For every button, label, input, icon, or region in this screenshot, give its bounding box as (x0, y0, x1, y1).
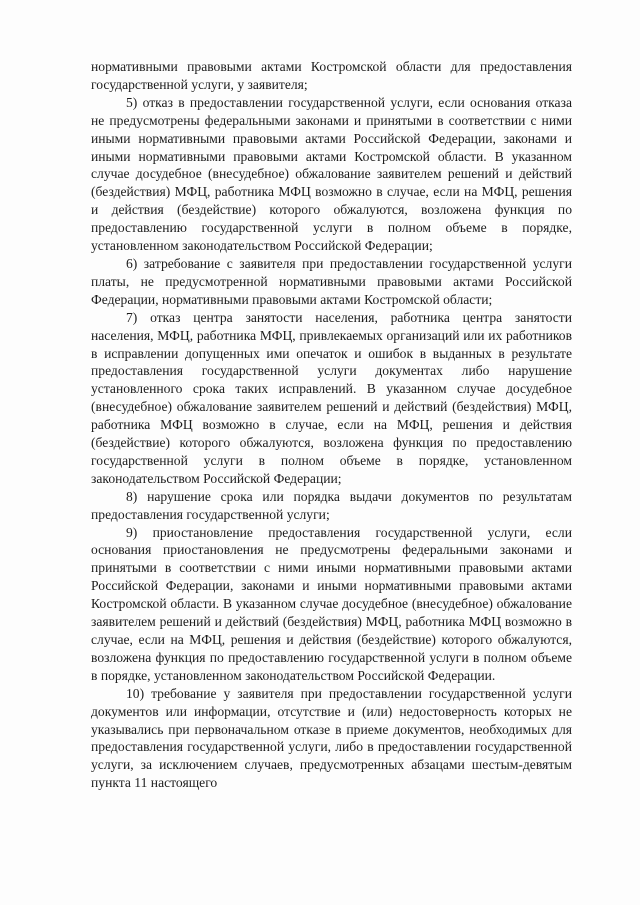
paragraph-item-7: 7) отказ центра занятости населения, работника центра занятости населения, МФЦ, работника МФЦ, привлекаемых организаций или их работников в исправлении допущенных ими опечаток и ошибок в выданных в результате предоставления государственной услуги документах либо нарушение установленного срока таких исправлений. В указанном случае досудебное (внесудебное) обжалование заявителем решений и действий (бездействия) МФЦ, работника МФЦ возможно в случае, если на МФЦ, решения и действия (бездействие) которого обжалуются, возложена функция по предоставлению государственной услуги в полном объеме в порядке, установленном законодательством Российской Федерации; (91, 309, 572, 486)
paragraph-item-10: 10) требование у заявителя при предоставлении государственной услуги документов или информации, отсутствие и (или) недостоверность которых не указывались при первоначальном отказе в приеме документов, необходимых для предоставления государственной услуги, либо в предоставлении государственной услуги, за исключением случаев, предусмотренных абзацами шестым-девятым пункта 11 настоящего (91, 685, 572, 791)
document-body (91, 58, 572, 792)
paragraph-item-9: 9) приостановление предоставления государственной услуги, если основания приостановления не предусмотрены федеральными законами и принятыми в соответствии с ними иными нормативными правовыми актами Российской Федерации, законами и иными нормативными правовыми актами Костромской области. В указанном случае досудебное (внесудебное) обжалование заявителем решений и действий (бездействия) МФЦ, работника МФЦ возможно в случае, если на МФЦ, решения и действия (бездействие) которого обжалуются, возложена функция по предоставлению государственной услуги в полном объеме в порядке, установленном законодательством Российской Федерации. (91, 524, 572, 683)
paragraph-item-8: 8) нарушение срока или порядка выдачи документов по результатам предоставления государственной услуги; (91, 488, 572, 522)
paragraph-item-5: 5) отказ в предоставлении государственной услуги, если основания отказа не предусмотрены федеральными законами и принятыми в соответствии с ними иными нормативными правовыми актами Российской Федерации, законами и иными нормативными правовыми актами Костромской области. В указанном случае досудебное (внесудебное) обжалование заявителем решений и действий (бездействия) МФЦ, работника МФЦ возможно в случае, если на МФЦ, решения и действия (бездействие) которого обжалуются, возложена функция по предоставлению государственной услуги в полном объеме в порядке, установленном законодательством Российской Федерации; (91, 94, 572, 254)
paragraph-continuation: нормативными правовыми актами Костромской области для предоставления государственной услуги, у заявителя; (91, 59, 572, 92)
paragraph-item-6: 6) затребование с заявителя при предоставлении государственной услуги платы, не предусмотренной нормативными правовыми актами Российской Федерации, нормативными правовыми актами Костромской области; (91, 255, 572, 307)
